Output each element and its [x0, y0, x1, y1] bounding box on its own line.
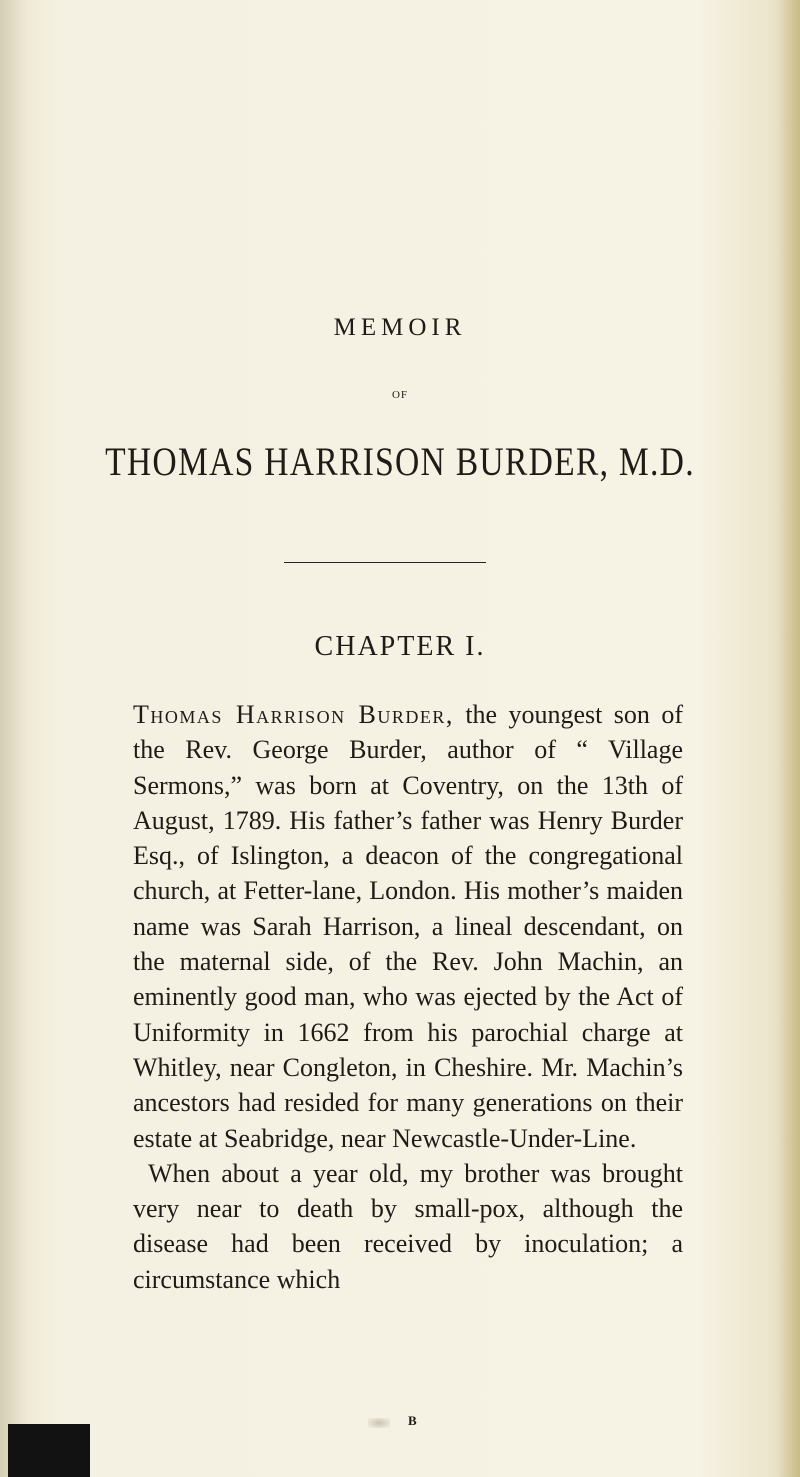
- chapter-heading: CHAPTER I.: [314, 631, 486, 662]
- signature-mark: B: [408, 1413, 417, 1428]
- paragraph-1-text: the youngest son of the Rev. George Burder, author of “ Village Sermons,” was born at Coventry, on the 13th of August, 1789. His father’s father was Henry Burder Esq., of Islington, a deacon of the congregational church, at Fetter-lane, London. His mother’s maiden name was Sarah Harrison, a lineal descendant, on the maternal side, of the Rev. John Machin, an eminently good man, who was ejected by the Act of Uniformity in 1662 from his parochial charge at Whitley, near Congleton, in Cheshire. Mr. Machin’s ancestors had resided for many generations on their estate at Seabridge, near Newcastle-Under-Line.: [133, 700, 684, 1153]
- of-label: OF: [391, 389, 409, 401]
- title-divider: [284, 562, 486, 563]
- subject-name-heading: THOMAS HARRISON BURDER, M.D.: [105, 439, 695, 484]
- paragraph-2: When about a year old, my brother was brought very near to death by small-pox, although the disease had been received by inoculation; a circumstance which: [133, 1158, 683, 1294]
- body-text: [133, 697, 683, 1297]
- ink-smudge: [368, 1418, 390, 1428]
- paragraph-lead-names: Thomas Harrison Burder,: [133, 700, 454, 729]
- memoir-heading: MEMOIR: [333, 314, 467, 341]
- paragraph-1: [133, 697, 683, 1156]
- scan-edge-bar: [8, 1424, 90, 1477]
- page-edge: [778, 0, 800, 1477]
- gutter-shadow: [0, 0, 28, 1477]
